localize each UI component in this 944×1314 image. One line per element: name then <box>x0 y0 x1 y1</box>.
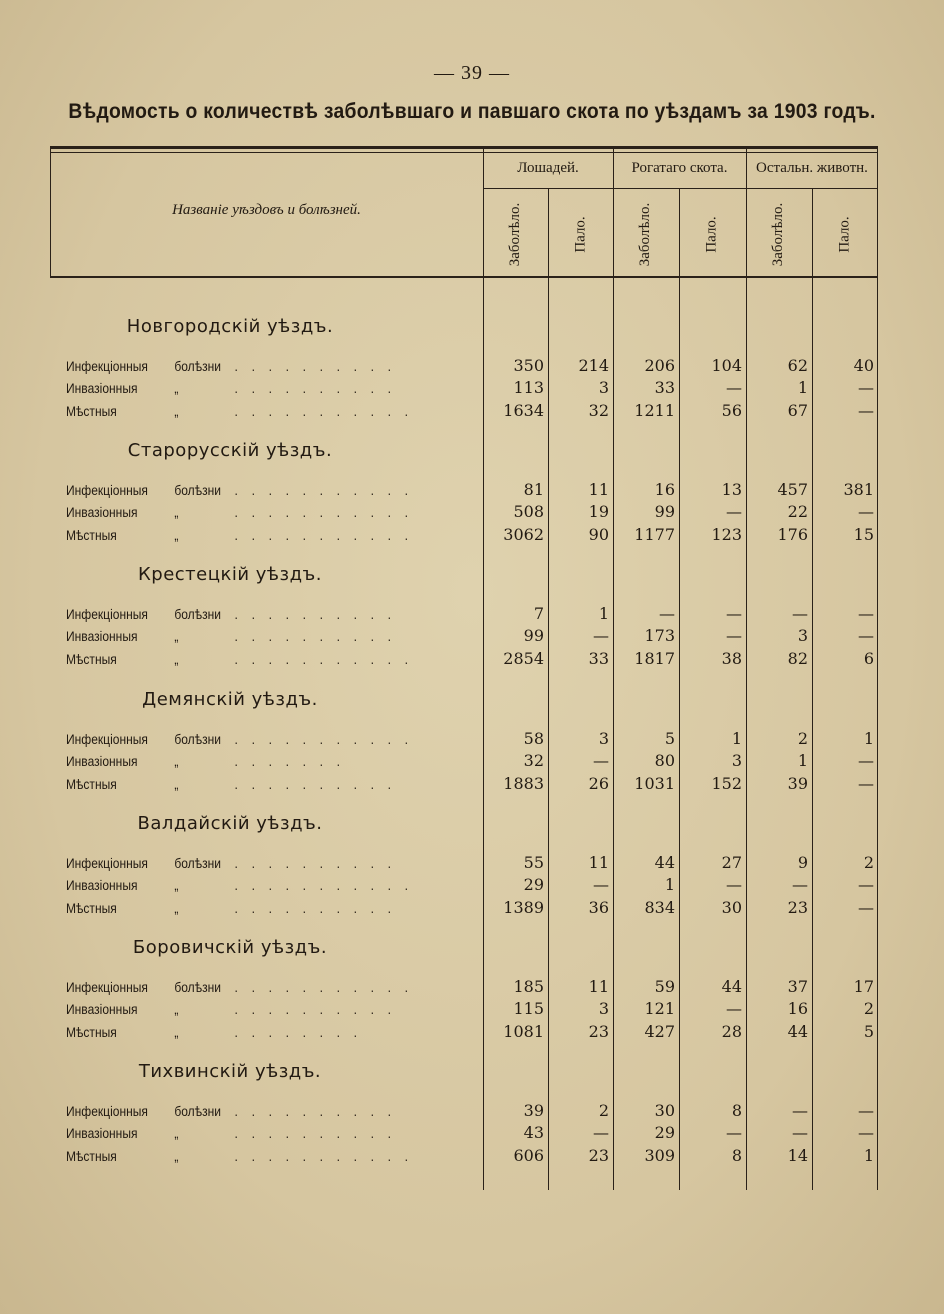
table-cell: 2 <box>863 999 874 1018</box>
table-cell: 9 <box>797 852 808 872</box>
leader-dots: . . . . . . . . . . <box>234 380 397 396</box>
table-cell: 38 <box>721 649 742 669</box>
table-cell: 1 <box>797 750 808 770</box>
table-cell: 185 <box>513 977 544 996</box>
table-cell: — <box>726 999 742 1018</box>
table-cell: 15 <box>853 525 874 545</box>
table-cell: 59 <box>654 977 675 996</box>
table-cell: 1817 <box>634 649 675 669</box>
table-cell: 1883 <box>503 773 544 793</box>
header-group-horses: Лошадей. <box>517 160 579 176</box>
header-group-other-animals: Остальн. животн. <box>756 160 868 176</box>
disease-suffix: „ <box>174 380 179 396</box>
row-label <box>66 1001 410 1017</box>
row-label <box>66 900 410 916</box>
table-cell: 33 <box>654 378 675 397</box>
table-cell: 32 <box>588 401 609 420</box>
leader-dots: . . . . . . . . . . . <box>234 482 414 499</box>
table-cell: 104 <box>711 356 742 375</box>
table-cell: 22 <box>787 502 808 522</box>
table-cell: 152 <box>711 773 742 793</box>
header-sub-cattle-dead: Пало. <box>703 215 720 253</box>
table-cell: 39 <box>787 773 808 793</box>
table-cell: 99 <box>523 626 544 646</box>
table-cell: 44 <box>654 852 675 872</box>
leader-dots: . . . . . . . . . . . <box>234 730 414 747</box>
disease-kind: Инвазіонныя <box>66 504 138 521</box>
header-sub-other-ill: Заболѣло. <box>770 202 787 266</box>
disease-suffix: болѣзни <box>174 1103 221 1120</box>
table-cell: 62 <box>787 356 808 375</box>
table-cell: 1634 <box>503 401 544 420</box>
disease-kind: Мѣстныя <box>66 1024 117 1040</box>
table-cell: 2 <box>863 852 874 872</box>
leader-dots: . . . . . . . . <box>234 1024 363 1040</box>
table-cell: — <box>726 874 742 894</box>
table-cell: — <box>858 1101 874 1121</box>
disease-suffix: болѣзни <box>174 482 221 499</box>
leader-dots: . . . . . . . <box>234 752 346 769</box>
table-cell: 81 <box>523 480 544 500</box>
table-cell: 1 <box>797 378 808 397</box>
disease-suffix: „ <box>174 1148 179 1165</box>
table-cell: 90 <box>588 525 609 545</box>
table-cell: 2854 <box>503 649 544 669</box>
header-names-label: Названіе уѣздовъ и болѣзней. <box>172 202 361 218</box>
table-cell: 606 <box>513 1146 544 1166</box>
table-cell: 30 <box>654 1101 675 1121</box>
header-sub-other-dead: Пало. <box>836 215 853 253</box>
table-cell: 309 <box>644 1146 675 1166</box>
table-cell: 67 <box>787 401 808 420</box>
leader-dots: . . . . . . . . . . <box>234 358 397 374</box>
row-label <box>66 1148 414 1165</box>
row-label <box>66 753 410 769</box>
row-label <box>66 651 414 668</box>
table-cell: 176 <box>777 525 808 545</box>
disease-suffix: „ <box>174 876 179 893</box>
table-cell: — <box>593 626 609 646</box>
table-cell: 3 <box>598 728 609 748</box>
table-cell: — <box>858 750 874 770</box>
table-cell: 1389 <box>503 897 544 917</box>
disease-kind: Мѣстныя <box>66 651 117 668</box>
table-top-rule <box>50 146 878 149</box>
table-cell: 5 <box>664 728 675 748</box>
row-label <box>66 527 414 544</box>
table-cell: — <box>858 897 874 917</box>
district-title: Новгородскій уѣздъ. <box>126 316 334 337</box>
header-sub-cattle-ill: Заболѣло. <box>637 202 654 266</box>
disease-suffix: болѣзни <box>174 606 221 623</box>
table-right-border <box>877 146 878 1190</box>
table-cell: 44 <box>721 977 742 996</box>
district-title: Старорусскій уѣздъ. <box>127 440 333 462</box>
leader-dots: . . . . . . . . . . <box>234 628 397 645</box>
table-top-rule-thin <box>50 152 878 153</box>
table-cell: 30 <box>721 897 742 917</box>
leader-dots: . . . . . . . . . . . <box>234 1148 414 1165</box>
table-cell: 55 <box>523 852 544 872</box>
table-cell: 44 <box>787 1022 808 1041</box>
table-cell: 173 <box>644 626 675 646</box>
disease-kind: Инфекціонныя <box>66 979 148 995</box>
disease-kind: Инвазіонныя <box>66 1001 138 1017</box>
disease-suffix: „ <box>174 527 179 544</box>
table-cell: 36 <box>588 897 609 917</box>
district-title: Демянскій уѣздъ. <box>142 688 318 710</box>
leader-dots: . . . . . . . . . . . <box>234 651 414 668</box>
table-cell: 1081 <box>503 1022 544 1041</box>
disease-kind: Мѣстныя <box>66 775 117 792</box>
table-cell: 80 <box>654 750 675 770</box>
row-label <box>66 482 414 499</box>
table-cell: 27 <box>721 852 742 872</box>
table-cell: 1 <box>863 1146 874 1166</box>
table-cell: 40 <box>853 356 874 375</box>
row-label <box>66 876 414 893</box>
disease-kind: Инфекціонныя <box>66 482 148 499</box>
table-cell: 3 <box>598 999 609 1018</box>
table-cell: — <box>858 604 874 624</box>
disease-kind: Инфекціонныя <box>66 854 148 871</box>
table-cell: 3 <box>598 378 609 397</box>
table-cell: 33 <box>588 649 609 669</box>
leader-dots: . . . . . . . . . . <box>234 1001 397 1017</box>
disease-suffix: „ <box>174 752 179 769</box>
table-cell: — <box>726 626 742 646</box>
disease-suffix: болѣзни <box>174 854 221 871</box>
row-label <box>66 979 414 995</box>
table-cell: 16 <box>654 480 675 500</box>
table-cell: 28 <box>721 1022 742 1041</box>
table-cell: — <box>792 874 808 894</box>
table-cell: 13 <box>721 480 742 500</box>
page-number: — 39 — <box>434 62 510 84</box>
table-cell: — <box>593 1123 609 1143</box>
table-cell: 11 <box>588 852 609 872</box>
table-cell: 23 <box>787 897 808 917</box>
table-cell: — <box>858 378 874 397</box>
table-cell: — <box>858 626 874 646</box>
district-title: Тихвинскій уѣздъ. <box>138 1061 322 1083</box>
leader-dots: . . . . . . . . . . . <box>234 403 414 419</box>
disease-suffix: „ <box>174 899 179 916</box>
table-cell: — <box>858 874 874 894</box>
table-cell: — <box>593 874 609 894</box>
leader-dots: . . . . . . . . . . <box>234 606 397 623</box>
table-cell: 8 <box>731 1146 742 1166</box>
disease-suffix: „ <box>174 1125 179 1142</box>
disease-kind: Инфекціонныя <box>66 730 148 747</box>
table-cell: — <box>726 378 742 397</box>
table-cell: 43 <box>523 1123 544 1143</box>
page-title: Вѣдомость о количествѣ заболѣвшаго и павшаго скота по уѣздамъ за 1903 годъ. <box>68 100 876 123</box>
table-cell: 427 <box>644 1022 675 1041</box>
table-cell: 381 <box>843 480 874 500</box>
table-cell: — <box>726 502 742 522</box>
disease-suffix: болѣзни <box>174 730 221 747</box>
leader-dots: . . . . . . . . . . . <box>234 527 414 544</box>
table-cell: 23 <box>588 1146 609 1166</box>
disease-kind: Инвазіонныя <box>66 380 138 396</box>
table-cell: — <box>659 604 675 624</box>
row-label <box>66 730 414 747</box>
table-cell: 11 <box>588 480 609 500</box>
disease-kind: Инфекціонныя <box>66 358 148 374</box>
disease-suffix: „ <box>174 628 179 645</box>
table-cell: 14 <box>787 1146 808 1166</box>
disease-kind: Инфекціонныя <box>66 606 148 623</box>
table-cell: 19 <box>588 502 609 522</box>
table-cell: 121 <box>644 999 675 1018</box>
table-cell: 1 <box>863 728 874 748</box>
disease-kind: Инвазіонныя <box>66 1125 138 1142</box>
table-cell: 17 <box>853 977 874 996</box>
table-cell: 214 <box>578 356 609 375</box>
table-cell: 1 <box>664 874 675 894</box>
table-cell: — <box>858 502 874 522</box>
table-cell: 206 <box>644 356 675 375</box>
disease-suffix: „ <box>174 1024 179 1040</box>
disease-kind: Мѣстныя <box>66 899 117 916</box>
table-cell: 123 <box>711 525 742 545</box>
table-cell: — <box>792 1101 808 1121</box>
disease-kind: Инвазіонныя <box>66 628 138 645</box>
disease-suffix: „ <box>174 775 179 792</box>
table-cell: 1031 <box>634 773 675 793</box>
table-cell: 350 <box>513 356 544 375</box>
disease-suffix: „ <box>174 504 179 521</box>
district-title: Боровичскій уѣздъ. <box>132 937 328 958</box>
district-title: Крестецкій уѣздъ. <box>138 564 322 586</box>
leader-dots: . . . . . . . . . . <box>234 1125 397 1142</box>
table-cell: 29 <box>654 1123 675 1143</box>
leader-dots: . . . . . . . . . . . <box>234 979 414 995</box>
table-cell: 6 <box>863 649 874 669</box>
leader-dots: . . . . . . . . . . <box>234 854 397 871</box>
row-label <box>66 403 414 419</box>
table-cell: 29 <box>523 874 544 894</box>
table-cell: 834 <box>644 897 675 917</box>
disease-suffix: „ <box>174 403 179 419</box>
table-cell: 1177 <box>634 525 675 545</box>
leader-dots: . . . . . . . . . . <box>234 1103 397 1120</box>
table-cell: 2 <box>598 1101 609 1121</box>
disease-kind: Инвазіонныя <box>66 752 138 769</box>
row-label <box>66 855 410 871</box>
leader-dots: . . . . . . . . . . <box>234 899 397 916</box>
table-cell: 115 <box>513 999 544 1018</box>
table-cell: 113 <box>513 378 544 397</box>
row-label <box>66 606 410 622</box>
table-cell: — <box>726 604 742 624</box>
table-cell: 16 <box>787 999 808 1018</box>
row-label <box>66 1024 410 1040</box>
header-group-rule <box>483 188 878 189</box>
disease-suffix: болѣзни <box>174 979 221 995</box>
row-label <box>66 1103 410 1119</box>
row-label <box>66 628 410 644</box>
header-sub-horses-ill: Заболѣло. <box>507 202 524 266</box>
row-label <box>66 1125 410 1141</box>
leader-dots: . . . . . . . . . . . <box>234 504 414 521</box>
table-cell: 1 <box>598 604 609 624</box>
disease-suffix: болѣзни <box>174 358 221 374</box>
disease-kind: Мѣстныя <box>66 403 117 419</box>
table-left-border <box>50 146 51 278</box>
table-cell: 56 <box>721 401 742 420</box>
table-cell: — <box>858 1123 874 1143</box>
row-label <box>66 776 410 792</box>
statistics-table <box>50 146 878 1190</box>
table-cell: 2 <box>797 728 808 748</box>
table-cell: — <box>792 604 808 624</box>
table-cell: 99 <box>654 502 675 522</box>
district-title: Валдайскій уѣздъ. <box>137 812 323 834</box>
table-cell: 58 <box>523 728 544 748</box>
table-cell: 26 <box>588 773 609 793</box>
table-cell: — <box>593 750 609 770</box>
row-label <box>66 358 410 374</box>
table-cell: 508 <box>513 502 544 522</box>
table-cell: — <box>858 773 874 793</box>
disease-kind: Мѣстныя <box>66 1148 117 1165</box>
table-header-rule <box>50 276 878 278</box>
table-cell: — <box>792 1123 808 1143</box>
table-cell: 8 <box>731 1101 742 1121</box>
row-label <box>66 380 410 396</box>
table-cell: 1211 <box>634 401 675 420</box>
table-cell: 457 <box>777 480 808 500</box>
table-cell: 23 <box>588 1022 609 1041</box>
table-cell: 32 <box>523 750 544 770</box>
header-sub-horses-dead: Пало. <box>572 215 589 253</box>
table-cell: 3 <box>797 626 808 646</box>
disease-kind: Инфекціонныя <box>66 1103 148 1120</box>
table-cell: 37 <box>787 977 808 996</box>
table-cell: 39 <box>523 1101 544 1121</box>
disease-suffix: „ <box>174 651 179 668</box>
table-cell: 82 <box>787 649 808 669</box>
row-label <box>66 504 414 521</box>
table-cell: — <box>726 1123 742 1143</box>
leader-dots: . . . . . . . . . . <box>234 775 397 792</box>
leader-dots: . . . . . . . . . . . <box>234 876 414 893</box>
table-cell: 11 <box>588 977 609 996</box>
table-cell: 3062 <box>503 525 544 545</box>
table-cell: 5 <box>863 1022 874 1041</box>
disease-suffix: „ <box>174 1001 179 1017</box>
disease-kind: Инвазіонныя <box>66 876 138 893</box>
table-cell: 3 <box>731 750 742 770</box>
table-cell: — <box>858 401 874 420</box>
table-cell: 7 <box>533 604 544 624</box>
disease-kind: Мѣстныя <box>66 527 117 544</box>
table-cell: 1 <box>731 728 742 748</box>
header-group-cattle: Рогатаго скота. <box>631 160 728 176</box>
